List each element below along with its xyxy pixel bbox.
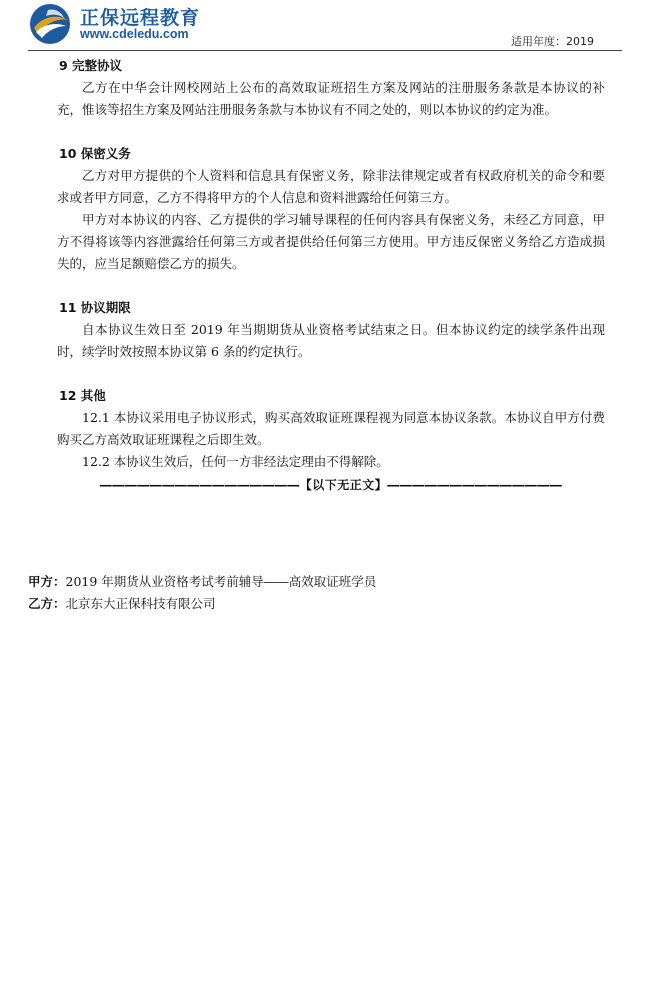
party-a-row	[28, 571, 376, 593]
paragraph: 自本协议生效日至 2019 年当期期货从业资格考试结束之日。但本协议约定的续学条件出现时，续学时效按照本协议第 6 条的约定执行。	[57, 322, 605, 359]
party-b-label: 乙方：	[28, 596, 66, 611]
section-9	[57, 55, 605, 121]
agreement-body	[57, 55, 605, 496]
party-a-value: 2019 年期货从业资格考试考前辅导――高效取证班学员	[65, 574, 377, 589]
cdeledu-logo-icon	[28, 2, 74, 46]
party-b-value: 北京东大正保科技有限公司	[65, 596, 216, 611]
end-of-text-marker: ――――――――――――――――【以下无正文】――――――――――――――	[99, 478, 563, 492]
party-a-label: 甲方：	[28, 574, 66, 589]
section-title: 11 协议期限	[59, 300, 131, 315]
section-10	[57, 143, 605, 275]
section-title: 9 完整协议	[59, 58, 123, 73]
section-title: 10 保密义务	[59, 146, 131, 161]
section-12	[57, 385, 605, 473]
section-title: 12 其他	[59, 388, 106, 403]
applicable-year-label: 适用年度：2019	[511, 35, 594, 48]
section-11	[57, 297, 605, 363]
brand-name: 正保远程教育	[80, 7, 201, 29]
paragraph: 12.2 本协议生效后，任何一方非经法定理由不得解除。	[82, 454, 389, 469]
brand-url: www.cdeledu.com	[80, 27, 189, 41]
parties-block	[28, 571, 376, 615]
paragraph: 乙方在中华会计网校网站上公布的高效取证班招生方案及网站的注册服务条款是本协议的补充，惟该等招生方案及网站注册服务条款与本协议有不同之处的，则以本协议的约定为准。	[57, 80, 605, 117]
party-b-row	[28, 593, 376, 615]
page-header	[0, 0, 650, 56]
paragraph: 乙方对甲方提供的个人资料和信息具有保密义务，除非法律规定或者有权政府机关的命令和要求或者甲方同意，乙方不得将甲方的个人信息和资料泄露给任何第三方。	[57, 168, 605, 205]
paragraph: 甲方对本协议的内容、乙方提供的学习辅导课程的任何内容具有保密义务，未经乙方同意，甲方不得将该等内容泄露给任何第三方或者提供给任何第三方使用。甲方违反保密义务给乙方造成损失的，应当足额赔偿乙方的损失。	[57, 212, 605, 271]
paragraph: 12.1 本协议采用电子协议形式，购买高效取证班课程视为同意本协议条款。本协议自甲方付费购买乙方高效取证班课程之后即生效。	[57, 410, 605, 447]
header-divider	[28, 50, 622, 51]
